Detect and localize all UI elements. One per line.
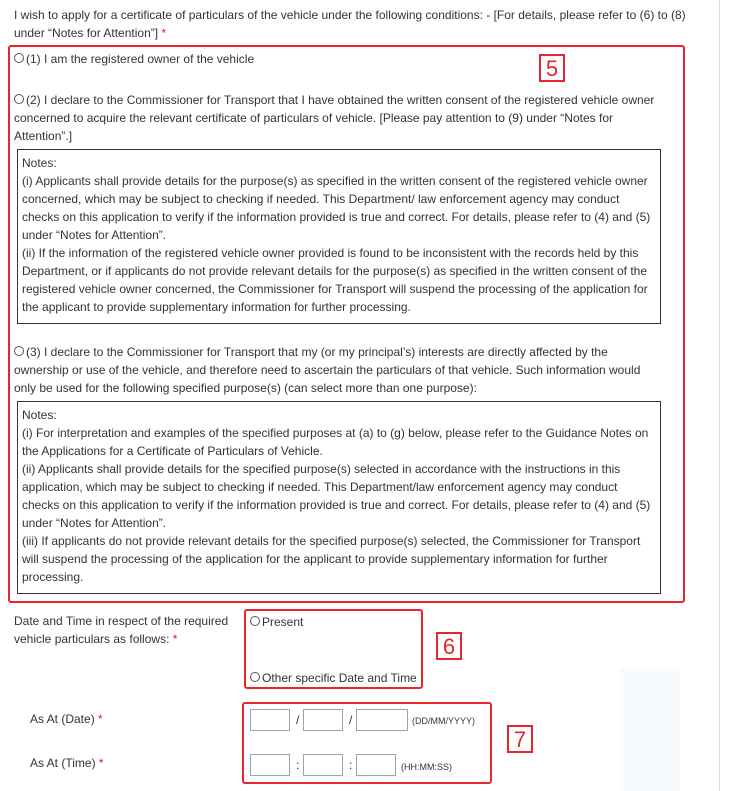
datetime-required-marker: * bbox=[172, 632, 178, 646]
notes-1-item-i: (i) Applicants shall provide details for the purpose(s) as specified in the written consent of the registered vehicle owner concerned, which may be subject to checking if needed. This Department/ law enforcement agency may conduct checks on this application to verify if the information provided is true and correct. For details, please refer to (4) and (5) under “Notes for Attention”. bbox=[22, 174, 651, 242]
date-month-input[interactable] bbox=[303, 709, 343, 731]
date-separator-1: / bbox=[296, 713, 300, 727]
time-minute-input[interactable] bbox=[303, 754, 343, 776]
notes-box-1 bbox=[17, 149, 661, 324]
option-3-label: (3) I declare to the Commissioner for Transport that my (or my principal’s) interests are directly affected by the ownership or use of the vehicle, and therefore need to ascertain the particulars of that vehicle. Such information would only be used for the following specified purpose(s) (can select more than one purpose): bbox=[14, 345, 641, 395]
as-at-time-label bbox=[30, 754, 104, 772]
radio-option-2[interactable] bbox=[14, 94, 24, 104]
other-datetime-label: Other specific Date and Time bbox=[262, 671, 417, 685]
notes-2-item-i: (i) For interpretation and examples of the specified purposes at (a) to (g) below, please refer to the Guidance Notes on the Applications for a Certificate of Particulars of Vehicle. bbox=[22, 426, 649, 458]
option-3 bbox=[14, 343, 644, 397]
option-1 bbox=[14, 50, 514, 68]
background-watermark-area bbox=[620, 668, 680, 791]
annotation-badge-6: 6 bbox=[436, 632, 462, 660]
radio-option-3[interactable] bbox=[14, 346, 24, 356]
annotation-badge-7: 7 bbox=[507, 725, 533, 753]
as-at-date-required: * bbox=[98, 712, 103, 726]
date-format-hint: (DD/MM/YYYY) bbox=[412, 716, 475, 726]
notes-2-title: Notes: bbox=[22, 408, 57, 422]
date-day-input[interactable] bbox=[250, 709, 290, 731]
notes-1-title: Notes: bbox=[22, 156, 57, 170]
notes-1-item-ii: (ii) If the information of the registered vehicle owner provided is found to be inconsistent with the records held by this Department, or if applicants do not provide relevant details for the purpose(s) as specified in the written consent of the registered vehicle owner concerned, the Commissioner for Transport will suspend the processing of the application for the applicant to provide supplementary information for further processing. bbox=[22, 246, 648, 314]
as-at-date-label bbox=[30, 710, 103, 728]
required-marker: * bbox=[161, 26, 167, 40]
datetime-label bbox=[14, 612, 239, 648]
option-1-label: (1) I am the registered owner of the vehicle bbox=[26, 52, 255, 66]
radio-present[interactable] bbox=[250, 616, 260, 626]
notes-box-2 bbox=[17, 401, 661, 594]
time-separator-1: : bbox=[296, 758, 300, 772]
conditions-intro-text: I wish to apply for a certificate of particulars of the vehicle under the following conditions: - [For details, please refer to (6) to (8) under “Notes for Attention”] bbox=[14, 8, 686, 40]
as-at-date-text: As At (Date) bbox=[30, 712, 95, 726]
option-present bbox=[250, 613, 303, 631]
option-other-datetime bbox=[250, 669, 417, 687]
radio-other-datetime[interactable] bbox=[250, 672, 260, 682]
time-hour-input[interactable] bbox=[250, 754, 290, 776]
option-2 bbox=[14, 91, 666, 145]
as-at-time-required: * bbox=[98, 756, 104, 770]
time-format-hint: (HH:MM:SS) bbox=[401, 762, 452, 772]
date-year-input[interactable] bbox=[356, 709, 408, 731]
option-2-label: (2) I declare to the Commissioner for Transport that I have obtained the written consent of the registered vehicle owner concerned to acquire the relevant certificate of particulars of vehicle. [Please pay attention to (9) under “Notes for Attention”.] bbox=[14, 93, 655, 143]
annotation-badge-5: 5 bbox=[539, 54, 565, 82]
notes-2-item-iii: (iii) If applicants do not provide relevant details for the specified purpose(s) selected, the Commissioner for Transport will suspend the processing of the application for the applicant to provide supplementary information for further processing. bbox=[22, 534, 641, 584]
date-separator-2: / bbox=[349, 713, 353, 727]
as-at-time-text: As At (Time) bbox=[30, 756, 96, 770]
conditions-intro bbox=[14, 6, 718, 42]
time-second-input[interactable] bbox=[356, 754, 396, 776]
notes-2-item-ii: (ii) Applicants shall provide details for the specified purpose(s) selected in accordance with the instructions in this application, which may be subject to checking if needed. This Department/law enforcement agency may conduct checks on this application to verify if the information provided is true and correct. For details, please refer to (4) and (5) under “Notes for Attention”. bbox=[22, 462, 651, 530]
datetime-label-text: Date and Time in respect of the required vehicle particulars as follows: bbox=[14, 614, 229, 646]
page-right-border bbox=[719, 0, 720, 791]
radio-option-1[interactable] bbox=[14, 53, 24, 63]
present-label: Present bbox=[262, 615, 304, 629]
time-separator-2: : bbox=[349, 758, 353, 772]
